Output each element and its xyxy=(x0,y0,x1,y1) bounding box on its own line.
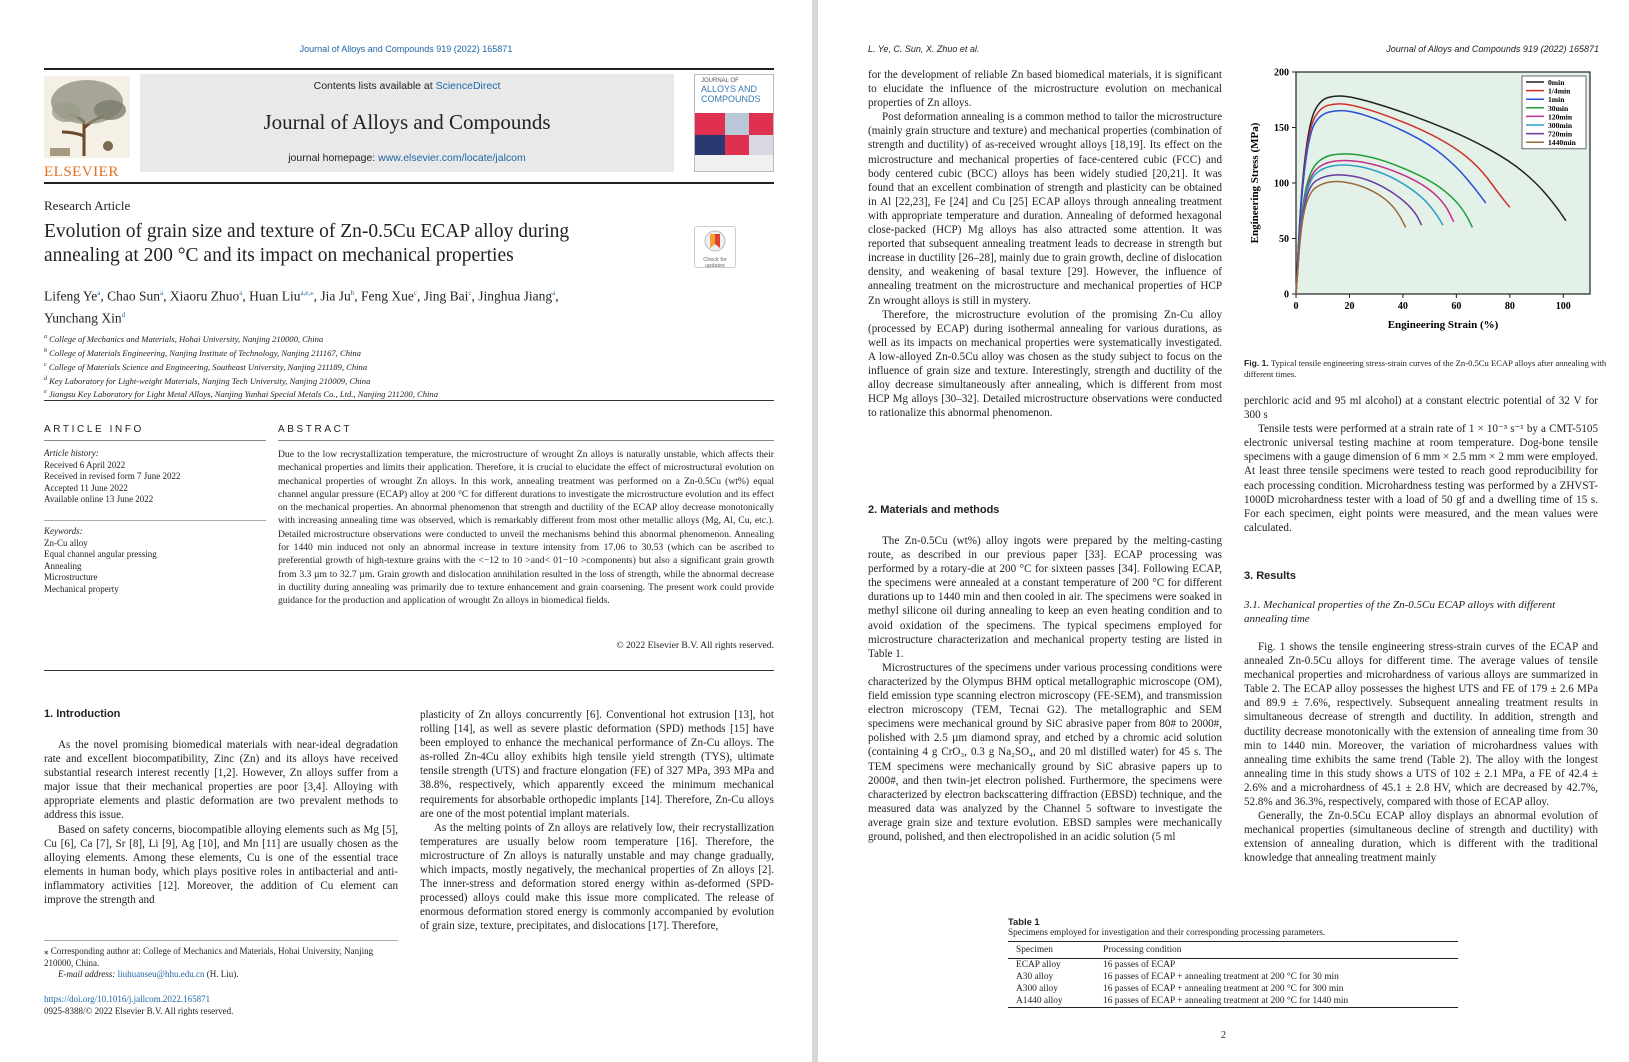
intro-col2: plasticity of Zn alloys concurrently [6]. Conventional hot extrusion [13], hot rolling [14], as well as severe plastic deformation (SPD) methods [15] have been employed to enhance the mechanical performance of Zn-Cu alloys. The as-rolled Zn-4Cu alloy exhibits high tensile yield strength (TYS), ultimate tensile strength (UTS) and fracture elongation (FE) of 327 MPa, 393 MPa and 38.8%, respectively, which apparently exceed the minimum mechanical requirements for absorbable orthopedic implants [14]. Therefore, Zn-Cu alloys are one of the most potential implant materials. As the melting points of Zn alloys are relatively low, their recrystallization temperatures are usually below room temperature [16]. Therefore, the microstructure of Zn alloys is naturally unstable and may change gradually, which impacts, mostly negatively, the mechanical properties of Zn alloys [2]. The inner-stress and deformation stored energy within as-deformed (SPD-processed) alloys could make this issue more complicated. The release of enormous deformation stored energy is commonly accompanied by evolution of grain size, texture, precipitates, and dislocations [17]. Therefore, xyxy=(420,709,774,933)
affiliation: $^c$ College of Materials Science and Engineering, Southeast University, Nanjing 211189, China xyxy=(44,361,368,372)
legend-label: 720min xyxy=(1548,129,1573,139)
footnote: ⁎ Corresponding author at: College of Mechanics and Materials, Hohai University, Nanjing 210000, China. E-mail address: liuhuanseu@hhu.edu.cn (H. Liu). xyxy=(44,946,374,980)
bookmark-icon xyxy=(703,230,727,252)
x-tick-label: 60 xyxy=(1451,301,1462,312)
publisher-name: ELSEVIER xyxy=(44,164,119,180)
legend-label: 0min xyxy=(1548,78,1565,87)
table-header: Processing condition xyxy=(1095,942,1458,959)
check-for-updates-button[interactable]: Check for updates xyxy=(694,226,736,268)
table-row: A300 alloy 16 passes of ECAP + annealing treatment at 200 °C for 300 min xyxy=(1016,984,1344,994)
y-tick-label: 50 xyxy=(1279,234,1289,245)
legend-label: 30min xyxy=(1548,103,1569,113)
p2-right-col: perchloric acid and 95 ml alcohol) at a constant electric potential of 32 V for 300 s Tensile tests were performed at a strain rate of 1 × 10⁻³ s⁻¹ by a CMT-5105 electronic universal testing machine at room temperature. Dog-bone tensile specimens with a gauge dimension of 6 mm × 2.5 mm × 2 mm were employed. At least three tensile specimens were tested to reach good reproducibility for each processing condition. Microhardness testing was performed by a ZHVST-1000D microhardness tester with a load of 50 gf and a dwelling time of 15 s. For each specimen, eight points were measured, and the mean values were calculated. xyxy=(1244,395,1598,534)
journal-title: Journal of Alloys and Compounds xyxy=(263,110,551,134)
copyright: © 2022 Elsevier B.V. All rights reserved. xyxy=(616,640,774,651)
keywords: Keywords: Zn-Cu alloy Equal channel angular pressing Annealing Microstructure Mechanical property xyxy=(44,526,157,594)
keywords-rule xyxy=(44,520,266,521)
y-tick-label: 150 xyxy=(1274,123,1289,134)
affiliation: $^d$ Key Laboratory for Light-weight Materials, Nanjing Tech University, Nanjing 210009, China xyxy=(44,375,371,386)
homepage-link[interactable]: www.elsevier.com/locate/jalcom xyxy=(378,152,526,164)
x-tick-label: 100 xyxy=(1555,301,1571,312)
page-number: 2 xyxy=(1221,1030,1226,1041)
affil-rule xyxy=(44,400,774,401)
affiliation: $^b$ College of Materials Engineering, Nanjing Institute of Technology, Nanjing 211167, China xyxy=(44,347,361,358)
x-axis-label: Engineering Strain (%) xyxy=(1387,319,1499,331)
article-history: Article history: Received 6 April 2022 Received in revised form 7 June 2022 Accepted 11 June 2022 Available online 13 June 2022 xyxy=(44,448,181,505)
article-title: Evolution of grain size and texture of Zn-0.5Cu ECAP alloy during annealing at 200 °C and its impact on mechanical properties xyxy=(44,221,570,266)
running-head-authors: L. Ye, C. Sun, X. Zhuo et al. xyxy=(868,44,980,54)
methods-heading: 2. Materials and methods xyxy=(868,504,1000,516)
footnote-rule xyxy=(44,940,398,941)
x-tick-label: 80 xyxy=(1504,301,1515,312)
legend-label: 120min xyxy=(1548,112,1573,122)
table-1-grid xyxy=(1008,941,1458,1008)
table-row: A30 alloy 16 passes of ECAP + annealing treatment at 200 °C for 30 min xyxy=(1016,972,1339,982)
tree-icon xyxy=(44,76,130,158)
affiliations xyxy=(44,331,764,400)
top-rule xyxy=(44,68,774,70)
y-tick-label: 100 xyxy=(1274,178,1289,190)
fig1-caption: Fig. 1. Typical tensile engineering stress-strain curves of the Zn-0.5Cu ECAP alloys after annealing with different times. xyxy=(1244,358,1607,379)
running-head: Journal of Alloys and Compounds 919 (2022) 165871 xyxy=(299,44,513,54)
affiliation: $^e$ Jiangsu Key Laboratory for Light Metal Alloys, Nanjing Yunhai Special Metals Co., Ltd., Nanjing 211200, China xyxy=(44,389,439,400)
legend-label: 300min xyxy=(1548,121,1573,130)
table-header: Specimen xyxy=(1008,942,1095,959)
results-heading: 3. Results xyxy=(1244,570,1296,582)
article-info-rule xyxy=(44,440,266,441)
table-row: A1440 alloy 16 passes of ECAP + annealing treatment at 200 °C for 1440 min xyxy=(1008,995,1458,1008)
elsevier-logo xyxy=(44,76,130,180)
abstract-heading: ABSTRACT xyxy=(278,424,353,435)
article-type: Research Article xyxy=(44,198,131,213)
table-1: Table 1 Specimens employed for investigation and their corresponding processing parameters. Specimen Processing condition ECAP alloy 16 passes of ECAP A30 alloy 16 passes of ECAP + annealing treatment at 200 °C for 30 min A300 alloy 16 passes of ECAP + annealing treatment at 200 °C for 300 min A1440 alloy 16 passes of ECAP + annealing treatment at 200 °C for 1440 min xyxy=(1008,916,1458,1008)
page-2 xyxy=(818,0,1629,1062)
doi-link[interactable]: https://doi.org/10.1016/j.jallcom.2022.165871 xyxy=(44,994,211,1004)
y-axis-label: Engineering Stress (MPa) xyxy=(1249,122,1261,244)
legend-label: 1/4min xyxy=(1548,86,1571,96)
abstract-rule xyxy=(278,440,774,441)
abstract-text: Due to the low recrystallization temperature, the microstructure of wrought Zn alloys is naturally unstable, which affects their mechanical properties and limits their application. Therefore, it is crucial to elucidate the effect of microstructural evolution on mechanical properties of wrought Zn alloys. In this work, annealing treatment was performed on a Zn-0.5Cu (wt%) equal channel angular pressure (ECAP) alloy at 200 °C for different durations to investigate the microstructure evolution and its effect on the mechanical properties. An abnormal phenomenon that strength and ductility of the ECAP alloy decrease monotonically with increasing annealing time was observed, which is remarkably different from most other metallic alloys (Mg, Al, Cu, etc.). Detailed microstructure observations were conducted to unveil the mechanisms behind this abnormal phenomenon. Annealing for 1440 min induced not only an abnormal increase in texture intensity from 17.06 to 30.53 (which can be ascribed to preferential growth of high-texture grains with the <−12 to 10 >and< 01−10 >components) but also a significant grain growth from 3.3 µm to 32.7 µm. Grain growth and dislocation annihilation resulted in the loss of strength, while the abnormal decrease in ductility during annealing was primarily due to texture enhancement and grain coarsening. The present work could provide guidance for the production and application of wrought Zn alloys in biomedical fields. xyxy=(278,449,774,607)
affiliation: $^a$ College of Mechanics and Materials, Hohai University, Nanjing 210000, China xyxy=(44,333,324,344)
journal-banner xyxy=(140,74,674,172)
p2-left-col: for the development of reliable Zn based biomedical materials, it is significant to elucidate the influence of the microstructure evolution on mechanical properties of Zn alloys. Post deformation annealing is a common method to tailor the microstructure (mainly grain structure and texture) and mechanical properties (combination of strength and ductility) of as-received wrought alloys [18,19]. Its effect on the microstructure and mechanical properties of face-centered cubic (FCC) and body centered cubic (BCC) alloys has been widely studied [20,21]. It was found that an excellent combination of strength and plasticity can be obtained in Al [22,23], Fe [24] and Cu [25] ECAP alloys through annealing treatment with appropriate temperature and duration. Annealing of deformed hexagonal close-packed (HCP) Mg alloys has also attracted some attention. It was reported that subsequent annealing treatment leads to decrease in strength but increase in ductility [26–28], mainly due to grain growth, decline of dislocation density, and weakening of basal texture [29]. However, the influence of annealing treatment on the microstructure and mechanical properties of HCP Zn wrought alloys is still in mystery. Therefore, the microstructure evolution of the promising Zn-Cu alloy (processed by ECAP) during isothermal annealing for various durations, as well as its impacts on mechanical properties were systematically investigated. A low-alloyed Zn-0.5Cu alloy was chosen as the study subject to focus on the influence of grain size and texture. Interestingly, strength and ductility of the alloy decrease simultaneously after annealing, which is different from most HCP Mg alloys [30–32]. Detailed microstructure observations were conducted to rationalize this abnormal phenomenon. xyxy=(868,69,1222,420)
contents-line: Contents lists available at ScienceDirect xyxy=(313,80,501,92)
homepage-line: journal homepage: www.elsevier.com/locate/jalcom xyxy=(288,152,526,164)
y-tick-label: 0 xyxy=(1284,289,1289,301)
running-head-journal: Journal of Alloys and Compounds 919 (2022) 165871 xyxy=(1386,44,1599,54)
page-1 xyxy=(0,0,812,1062)
x-tick-label: 20 xyxy=(1344,301,1355,312)
legend-label: 1440min xyxy=(1548,138,1576,148)
article-info-heading: ARTICLE INFO xyxy=(44,424,144,435)
intro-col1: As the novel promising biomedical materials with near-ideal degradation rate and excellent biocompatibility, Zinc (Zn) and its alloys have received substantial research interest recently [1,2]. However, Zn alloys suffer from a major issue that their mechanical properties are poor [3,4]. Alloying with appropriate elements and plastic deformation are two prevalent methods to address this issue. Based on safety concerns, biocompatible alloying elements such as Mg [5], Cu [6], Ca [7], Sr [8], Li [9], Ag [10], and Mn [11] are usually chosen as the alloying elements. Among these elements, Cu is one of the essential trace elements in human body, which plays positive roles in antibacterial and anti-inflammatory activities [12]. Moreover, the addition of Cu element can improve the strength and xyxy=(44,739,398,907)
legend-label: 1min xyxy=(1548,95,1565,105)
journal-cover: JOURNAL OF ALLOYS AND COMPOUNDS xyxy=(694,74,774,172)
p2-methods-col: The Zn-0.5Cu (wt%) alloy ingots were prepared by the melting-casting route, as described in our previous paper [33]. ECAP processing was performed by a rotary-die at 200 °C for sixteen passes [34]. Following ECAP, the specimens were annealed at a constant temperature of 200 °C for different durations up to 1440 min and then cooled in air. The specimens were soaked in methyl silicone oil during annealing to keep an even heating condition and to avoid oxidation of the specimens. The typical specimens employed for microstructure characterization and mechanical property testing are listed in Table 1. Microstructures of the specimens under various processing conditions were characterized by the Olympus BHM optical metallographic microscope (OM), field emission type scanning electron microscopy (FE-SEM), and transmission electron microscopy (TEM, Tecnai G2). The metallographic and SEM specimens were mechanical ground by SiC abrasive paper from 80# to 2000#, polished with 2.5 µm diamond spray, and etched by a chromic acid solution (containing 4 g CrO₃, 0.3 g Na₂SO₄, and 20 ml distilled water) for 45 s. The TEM specimens were mechanically ground by SiC abrasive papers up to 2000#, and then twin-jet electron polished. Furthermore, the specimens were characterized by electron backscattering diffraction (EBSD) technique, and the measured data was analyzed by the Channel 5 software to investigate the average grain size and texture evolution. EBSD samples were mechanically ground, polished, and then electropolished in an acidic solution (5 ml xyxy=(868,535,1222,843)
table-row: ECAP alloy 16 passes of ECAP xyxy=(1016,960,1176,970)
fig1-chart xyxy=(1242,62,1612,348)
doi-block: https://doi.org/10.1016/j.jallcom.2022.165871 0925-8388/© 2022 Elsevier B.V. All rights reserved. xyxy=(44,994,444,1017)
intro-heading: 1. Introduction xyxy=(44,708,121,720)
x-tick-label: 0 xyxy=(1293,301,1299,312)
banner-bottom-rule xyxy=(44,182,774,184)
p2-results-col: Fig. 1 shows the tensile engineering stress-strain curves of the ECAP and annealed Zn-0.5Cu alloys for different time. The average values of tensile mechanical properties and microhardness of various alloys are summarized in Table 2. The ECAP alloy possesses the highest UTS and FE of 179 ± 2.6 MPa and 89.9 ± 7.6%, respectively. Subsequent annealing treatment results in simultaneous decrease of strength and ductility. In addition, strength and ductility decrease monotonically with the extension of annealing time from 30 min to 1440 min. Moreover, the variation of microhardness values with annealing time exhibits the same trend (Table 2). The alloy with the longest annealing time in this study shows a UTS of 102 ± 2.1 MPa, a FE of 42.4 ± 2.6% and a microhardness of 45.1 ± 2.8 HV, which are decreased by 42.7%, 52.8% and 36.3%, respectively, compared with those of ECAP alloy. Generally, the Zn-0.5Cu ECAP alloy displays an abnormal evolution of mechanical properties (simultaneous decline of strength and ductility) with extension of annealing duration, which is different with the traditional knowledge that annealing treatment mainly xyxy=(1244,641,1598,865)
abstract-bottom-rule xyxy=(44,670,774,671)
y-tick-label: 200 xyxy=(1274,67,1289,79)
results-subheading: 3.1. Mechanical properties of the Zn-0.5Cu ECAP alloys with different annealing time xyxy=(1244,599,1556,625)
sciencedirect-link[interactable]: ScienceDirect xyxy=(435,80,501,92)
cover-graphic-icon xyxy=(695,113,773,171)
author-list: Lifeng Ye$^a$, Chao Sun$^a$, Xiaoru Zhuo$^a$, Huan Liu$^{a,e,⁎}$, Jia Ju$^b$, Feng Xue$^c$, Jing Bai$^c$, Jinghua Jiang$^a$, Yunchang Xin$^d$ xyxy=(44,288,559,325)
x-tick-label: 40 xyxy=(1397,301,1408,312)
email-link[interactable]: liuhuanseu@hhu.edu.cn xyxy=(117,969,205,980)
